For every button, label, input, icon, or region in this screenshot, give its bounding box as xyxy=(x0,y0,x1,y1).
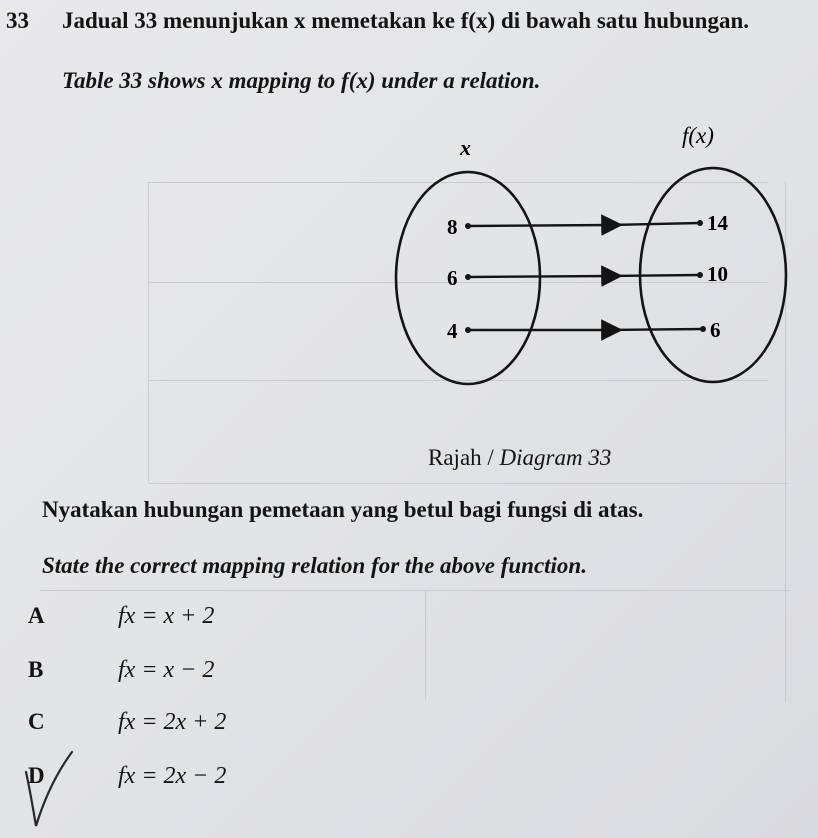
question-text-english: Table 33 shows x mapping to f(x) under a relation. xyxy=(62,68,541,93)
domain-value: 4 xyxy=(447,319,458,343)
question-text-malay: Jadual 33 menunjukan x memetakan ke f(x) di bawah satu hubungan. xyxy=(62,8,749,33)
mapping-arrow xyxy=(468,225,612,226)
prompt-text-english: State the correct mapping relation for the above function. xyxy=(42,553,587,578)
codomain-label: f(x) xyxy=(682,123,714,148)
option-text: fx = x + 2 xyxy=(118,603,215,629)
option-letter: A xyxy=(28,603,45,628)
codomain-value: 14 xyxy=(707,211,728,235)
caption-english: Diagram 33 xyxy=(499,445,612,470)
domain-value: 6 xyxy=(447,266,458,290)
option-letter: D xyxy=(28,763,45,788)
codomain-point xyxy=(697,272,703,278)
mapping-arrow xyxy=(468,276,612,277)
codomain-point xyxy=(700,326,706,332)
codomain-value: 6 xyxy=(710,318,721,342)
codomain-point xyxy=(697,220,703,226)
caption-malay: Rajah / xyxy=(428,445,500,470)
option-text: fx = x − 2 xyxy=(118,657,215,683)
mapping-arrow-tail xyxy=(608,275,700,276)
question-number: 33 xyxy=(6,8,29,33)
option-letter: C xyxy=(28,709,45,734)
diagram-caption xyxy=(428,445,611,471)
domain-label: x xyxy=(460,135,471,160)
prompt-text-malay: Nyatakan hubungan pemetaan yang betul bagi fungsi di atas. xyxy=(42,497,644,522)
mapping-arrow-tail xyxy=(608,329,703,330)
option-letter: B xyxy=(28,657,44,682)
option-text: fx = 2x − 2 xyxy=(118,763,227,789)
mapping-arrow-tail xyxy=(608,223,700,225)
domain-value: 8 xyxy=(447,215,458,239)
option-text: fx = 2x + 2 xyxy=(118,709,227,735)
codomain-value: 10 xyxy=(707,262,728,286)
